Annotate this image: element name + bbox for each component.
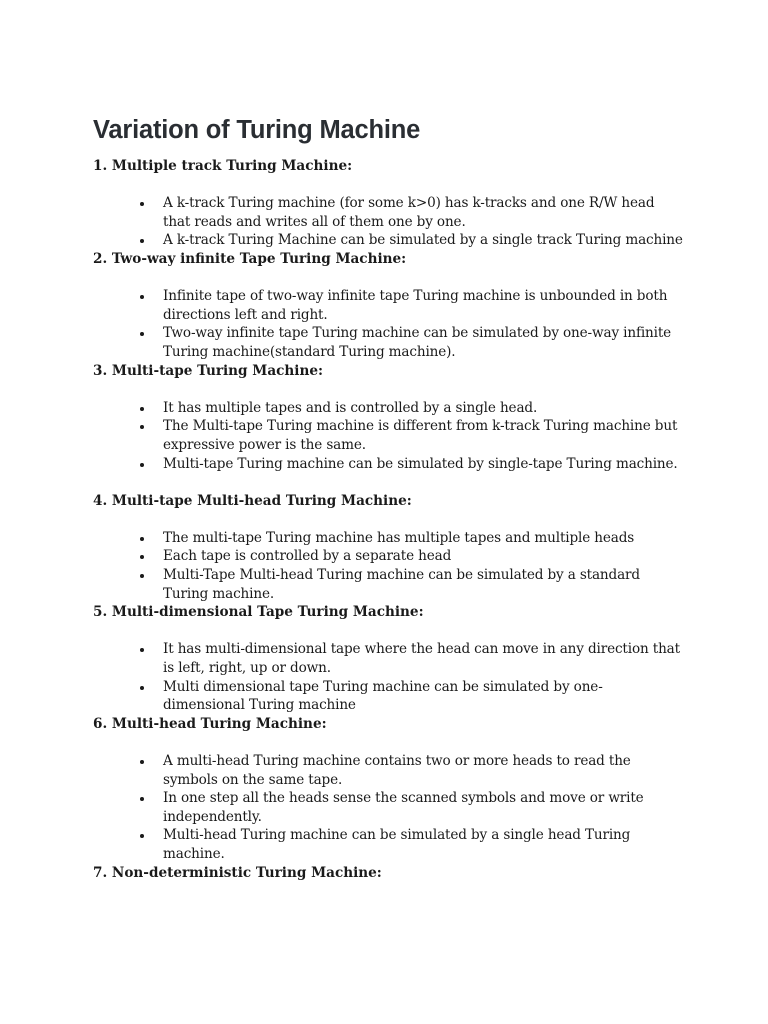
list-item-text: It has multi-dimensional tape where the head can move in any direction that is left, right, up or down. [163,641,680,677]
bullet-icon [140,537,144,541]
list-item-text: Each tape is controlled by a separate head [163,548,452,565]
list-item-text: It has multiple tapes and is controlled by a single head. [163,399,538,416]
list-item [93,640,683,677]
list-item [93,678,683,715]
bullet-icon [140,760,144,764]
bullet-icon [140,834,144,838]
bullet-list-multi-tape [93,399,683,473]
section-heading-two-way-infinite: 2. Two-way infinite Tape Turing Machine: [93,250,407,267]
bullet-icon [140,425,144,429]
bullet-icon [140,332,144,336]
list-item [93,417,683,454]
page-title: Variation of Turing Machine [93,116,421,144]
bullet-list-multi-tape-multi-head [93,529,683,603]
list-item-text: In one step all the heads sense the scanned symbols and move or write independently. [163,790,644,825]
bullet-icon [140,555,144,559]
bullet-icon [140,407,144,411]
bullet-icon [140,463,144,467]
list-item [93,287,683,324]
bullet-list-multi-dimensional [93,640,683,714]
section-heading-multi-head: 6. Multi-head Turing Machine: [93,715,327,732]
list-item [93,455,683,474]
list-item-text: Multi-Tape Multi-head Turing machine can be simulated by a standard Turing machine. [163,567,640,602]
list-item [93,194,683,231]
list-item [93,324,683,361]
section-heading-non-deterministic: 7. Non-deterministic Turing Machine: [93,864,382,881]
bullet-list-multi-head [93,752,683,864]
section-heading-multi-tape: 3. Multi-tape Turing Machine: [93,362,324,379]
bullet-icon [140,202,144,206]
bullet-icon [140,574,144,578]
bullet-list-two-way-infinite [93,287,683,361]
bullet-icon [140,686,144,690]
list-item-text: A k-track Turing Machine can be simulated by a single track Turing machine [163,232,683,249]
section-heading-multi-dimensional: 5. Multi-dimensional Tape Turing Machine: [93,604,424,621]
list-item [93,231,683,250]
section-heading-multi-tape-multi-head: 4. Multi-tape Multi-head Turing Machine: [93,492,412,509]
list-item [93,529,683,548]
document-page [93,112,683,882]
list-item-text: A multi-head Turing machine contains two or more heads to read the symbols on the same tape. [163,753,631,788]
bullet-icon [140,648,144,652]
bullet-icon [140,295,144,299]
list-item-text: Infinite tape of two-way infinite tape Turing machine is unbounded in both directions left and right. [163,288,668,323]
list-item-text: Multi dimensional tape Turing machine can be simulated by one-dimensional Turing machine [163,678,603,714]
list-item-text: The multi-tape Turing machine has multiple tapes and multiple heads [163,529,635,546]
bullet-icon [140,797,144,801]
list-item [93,752,683,789]
list-item-text: The Multi-tape Turing machine is different from k-track Turing machine but expressive power is the same. [163,418,678,453]
section-heading-multiple-track: 1. Multiple track Turing Machine: [93,158,353,174]
bullet-list-multiple-track [93,194,683,250]
list-item [93,789,683,826]
bullet-icon [140,239,144,243]
list-item [93,826,683,863]
list-item [93,547,683,566]
list-item-text: Multi-tape Turing machine can be simulated by single-tape Turing machine. [163,455,678,472]
list-item-text: Two-way infinite tape Turing machine can be simulated by one-way infinite Turing machine(standard Turing machine). [163,325,672,360]
list-item [93,566,683,603]
list-item [93,399,683,418]
list-item-text: Multi-head Turing machine can be simulated by a single head Turing machine. [163,827,631,862]
list-item-text: A k-track Turing machine (for some k>0) has k-tracks and one R/W head that reads and writes all of them one by one. [163,195,655,230]
